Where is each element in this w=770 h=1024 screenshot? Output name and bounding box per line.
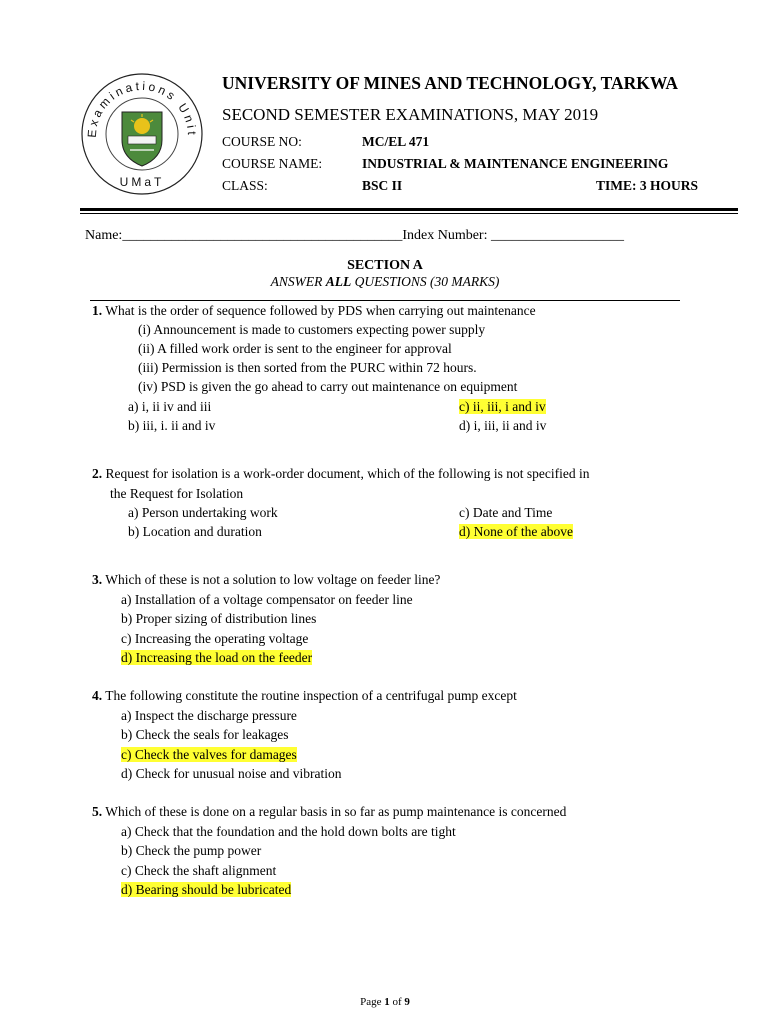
question-4: [92, 688, 517, 704]
q1-item-3: (iii) Permission is then sorted from the PURC within 72 hours.: [138, 360, 477, 375]
q1-item-4: (iv) PSD is given the go ahead to carry out maintenance on equipment: [138, 379, 518, 394]
q1-option-c-highlighted: c) ii, iii, i and iv: [459, 399, 546, 414]
section-instruction: ANSWER ALL QUESTIONS (30 MARKS): [270, 274, 500, 289]
exam-time: TIME: 3 HOURS: [596, 178, 699, 193]
question-text: Which of these is not a solution to low voltage on feeder line?: [105, 572, 441, 587]
question-5: [92, 804, 566, 820]
question-2: [92, 466, 590, 482]
q5-option-b: b) Check the pump power: [121, 843, 262, 858]
course-name-value: INDUSTRIAL & MAINTENANCE ENGINEERING: [362, 156, 669, 171]
index-number-label: Index Number:: [402, 228, 488, 243]
q5-option-a: a) Check that the foundation and the hold down bolts are tight: [121, 824, 456, 839]
question-number: 4.: [92, 688, 103, 703]
question-3: [92, 572, 440, 588]
q3-option-b: b) Proper sizing of distribution lines: [121, 611, 317, 626]
q5-option-d-highlighted: d) Bearing should be lubricated: [121, 882, 292, 897]
name-blank: ________________________________________: [122, 228, 403, 243]
question-number: 1.: [92, 303, 103, 318]
q2-option-b: b) Location and duration: [128, 524, 262, 539]
seal-bottom-text: UMaT: [119, 175, 165, 189]
course-no-value: MC/EL 471: [362, 134, 430, 149]
question-text: The following constitute the routine inspection of a centrifugal pump except: [105, 688, 517, 703]
exam-title: SECOND SEMESTER EXAMINATIONS, MAY 2019: [222, 105, 599, 124]
seal-ring-text: Examinations Unit: [84, 78, 200, 139]
q4-option-a: a) Inspect the discharge pressure: [121, 708, 297, 723]
q3-option-a: a) Installation of a voltage compensator on feeder line: [121, 592, 413, 607]
question-text-continued: the Request for Isolation: [110, 486, 244, 501]
q2-option-d-highlighted: d) None of the above: [459, 524, 573, 539]
q1-option-b: b) iii, i. ii and iv: [128, 418, 216, 433]
section-title: SECTION A: [347, 258, 423, 273]
course-name-label: COURSE NAME:: [222, 156, 323, 171]
q1-option-a: a) i, ii iv and iii: [128, 399, 212, 414]
q2-option-c: c) Date and Time: [459, 505, 553, 520]
university-name: UNIVERSITY OF MINES AND TECHNOLOGY, TARKWA: [222, 73, 679, 93]
question-text: Request for isolation is a work-order document, which of the following is not specified in: [105, 466, 590, 481]
q4-option-d: d) Check for unusual noise and vibration: [121, 766, 342, 781]
question-number: 5.: [92, 804, 103, 819]
class-value: BSC II: [362, 178, 403, 193]
q4-option-b: b) Check the seals for leakages: [121, 727, 289, 742]
section-divider: [90, 300, 680, 301]
university-seal-logo: [78, 70, 206, 198]
course-no-label: COURSE NO:: [222, 134, 302, 149]
student-info-line: [85, 228, 624, 244]
header-divider-thin: [80, 213, 738, 214]
question-number: 3.: [92, 572, 103, 587]
q3-option-c: c) Increasing the operating voltage: [121, 631, 309, 646]
q1-item-1: (i) Announcement is made to customers expecting power supply: [138, 322, 486, 337]
question-text: What is the order of sequence followed by PDS when carrying out maintenance: [105, 303, 536, 318]
q4-option-c-highlighted: c) Check the valves for damages: [121, 747, 297, 762]
q1-item-2: (ii) A filled work order is sent to the engineer for approval: [138, 341, 452, 356]
name-label: Name:: [85, 228, 123, 243]
header-divider-thick: [80, 208, 738, 211]
index-number-blank: ___________________: [490, 228, 624, 243]
q2-option-a: a) Person undertaking work: [128, 505, 278, 520]
q3-option-d-highlighted: d) Increasing the load on the feeder: [121, 650, 313, 665]
q5-option-c: c) Check the shaft alignment: [121, 863, 277, 878]
question-1: [92, 303, 536, 319]
question-text: Which of these is done on a regular basis in so far as pump maintenance is concerned: [105, 804, 567, 819]
question-number: 2.: [92, 466, 103, 481]
instruction-emphasis: ALL: [325, 274, 352, 289]
page-number: Page 1 of 9: [360, 996, 410, 1008]
q1-option-d: d) i, iii, ii and iv: [459, 418, 547, 433]
class-label: CLASS:: [222, 178, 268, 193]
